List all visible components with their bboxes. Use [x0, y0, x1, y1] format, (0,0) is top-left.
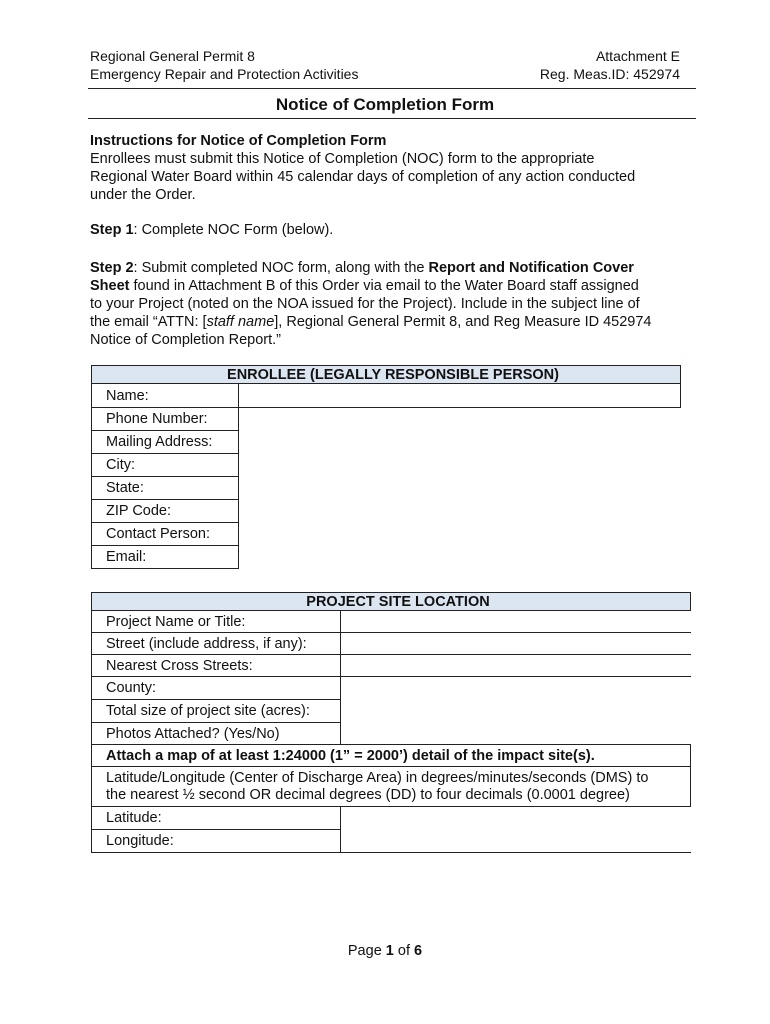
- page-footer: [0, 943, 770, 959]
- field-label-site-size: Total size of project site (acres):: [92, 700, 341, 723]
- step-2-text: : Submit completed NOC form, along with the: [133, 260, 429, 276]
- permit-name: Regional General Permit 8: [90, 48, 255, 64]
- cross-streets-input[interactable]: [341, 655, 691, 677]
- street-input[interactable]: [341, 633, 691, 655]
- step-1-text: : Complete NOC Form (below).: [133, 222, 334, 238]
- field-label-county: County:: [92, 677, 341, 700]
- step-2-text: ], Regional General Permit 8, and Reg Measure ID 452974: [274, 314, 652, 330]
- field-label-mailing-address: Mailing Address:: [92, 431, 239, 454]
- cover-sheet-name-cont: Sheet: [90, 278, 130, 294]
- email-input[interactable]: [239, 546, 681, 569]
- page-of: of: [393, 943, 415, 959]
- map-instruction: Attach a map of at least 1:24000 (1” = 2000’) detail of the impact site(s).: [92, 745, 691, 767]
- step-2-label: Step 2: [90, 260, 134, 276]
- header-rule-top: [88, 88, 696, 89]
- field-label-photos-attached: Photos Attached? (Yes/No): [92, 723, 341, 745]
- latlong-instruction-line: Latitude/Longitude (Center of Discharge Area) in degrees/minutes/seconds (DMS) to: [106, 769, 649, 786]
- county-input[interactable]: [341, 677, 691, 700]
- header-right: [540, 47, 680, 83]
- header-rule-bottom: [88, 118, 696, 119]
- step-2-text: Notice of Completion Report.”: [90, 332, 281, 348]
- field-label-street: Street (include address, if any):: [92, 633, 341, 655]
- field-label-contact-person: Contact Person:: [92, 523, 239, 546]
- page-label: Page: [347, 943, 386, 959]
- permit-subtitle: Emergency Repair and Protection Activities: [90, 66, 359, 82]
- zip-input[interactable]: [239, 500, 681, 523]
- attachment-label: Attachment E: [595, 48, 680, 64]
- cover-sheet-name: Report and Notification Cover: [428, 260, 634, 276]
- enrollee-heading: ENROLLEE (LEGALLY RESPONSIBLE PERSON): [92, 366, 681, 384]
- enrollee-table: [91, 365, 681, 569]
- field-label-latitude: Latitude:: [92, 807, 341, 830]
- site-size-input[interactable]: [341, 700, 691, 723]
- project-site-table: [91, 592, 691, 853]
- instructions-heading: Instructions for Notice of Completion Form: [90, 133, 387, 149]
- instructions: [90, 132, 690, 204]
- phone-input[interactable]: [239, 408, 681, 431]
- contact-person-input[interactable]: [239, 523, 681, 546]
- page-number: 1: [385, 943, 394, 959]
- project-site-heading: PROJECT SITE LOCATION: [92, 593, 691, 611]
- field-label-project-name: Project Name or Title:: [92, 611, 341, 633]
- name-input[interactable]: [239, 384, 681, 408]
- step-1-label: Step 1: [90, 222, 134, 238]
- longitude-input[interactable]: [341, 830, 691, 853]
- instructions-line: Enrollees must submit this Notice of Completion (NOC) form to the appropriate: [90, 151, 595, 167]
- step-2-text: found in Attachment B of this Order via email to the Water Board staff assigned: [129, 278, 639, 294]
- project-name-input[interactable]: [341, 611, 691, 633]
- field-label-zip: ZIP Code:: [92, 500, 239, 523]
- page-title: Notice of Completion Form: [275, 95, 495, 114]
- staff-name-placeholder: staff name: [206, 314, 275, 330]
- reg-meas-id: Reg. Meas.ID: 452974: [539, 66, 680, 82]
- photos-attached-input[interactable]: [341, 723, 691, 745]
- step-1: [90, 221, 690, 239]
- field-label-state: State:: [92, 477, 239, 500]
- step-2-text: the email “ATTN: [: [90, 314, 207, 330]
- field-label-name: Name:: [92, 384, 239, 408]
- field-label-city: City:: [92, 454, 239, 477]
- instructions-line: under the Order.: [90, 187, 196, 203]
- field-label-cross-streets: Nearest Cross Streets:: [92, 655, 341, 677]
- field-label-phone: Phone Number:: [92, 408, 239, 431]
- state-input[interactable]: [239, 477, 681, 500]
- field-label-email: Email:: [92, 546, 239, 569]
- instructions-line: Regional Water Board within 45 calendar days of completion of any action conducted: [90, 169, 636, 185]
- latlong-instruction-line: the nearest ½ second OR decimal degrees (DD) to four decimals (0.0001 degree): [106, 786, 630, 803]
- header-left: [90, 47, 358, 83]
- city-input[interactable]: [239, 454, 681, 477]
- step-2-text: to your Project (noted on the NOA issued for the Project). Include in the subject line of: [90, 296, 640, 312]
- page-total: 6: [414, 943, 423, 959]
- step-2: [90, 259, 690, 349]
- field-label-longitude: Longitude:: [92, 830, 341, 853]
- latlong-instruction: [92, 767, 691, 807]
- latitude-input[interactable]: [341, 807, 691, 830]
- mailing-address-input[interactable]: [239, 431, 681, 454]
